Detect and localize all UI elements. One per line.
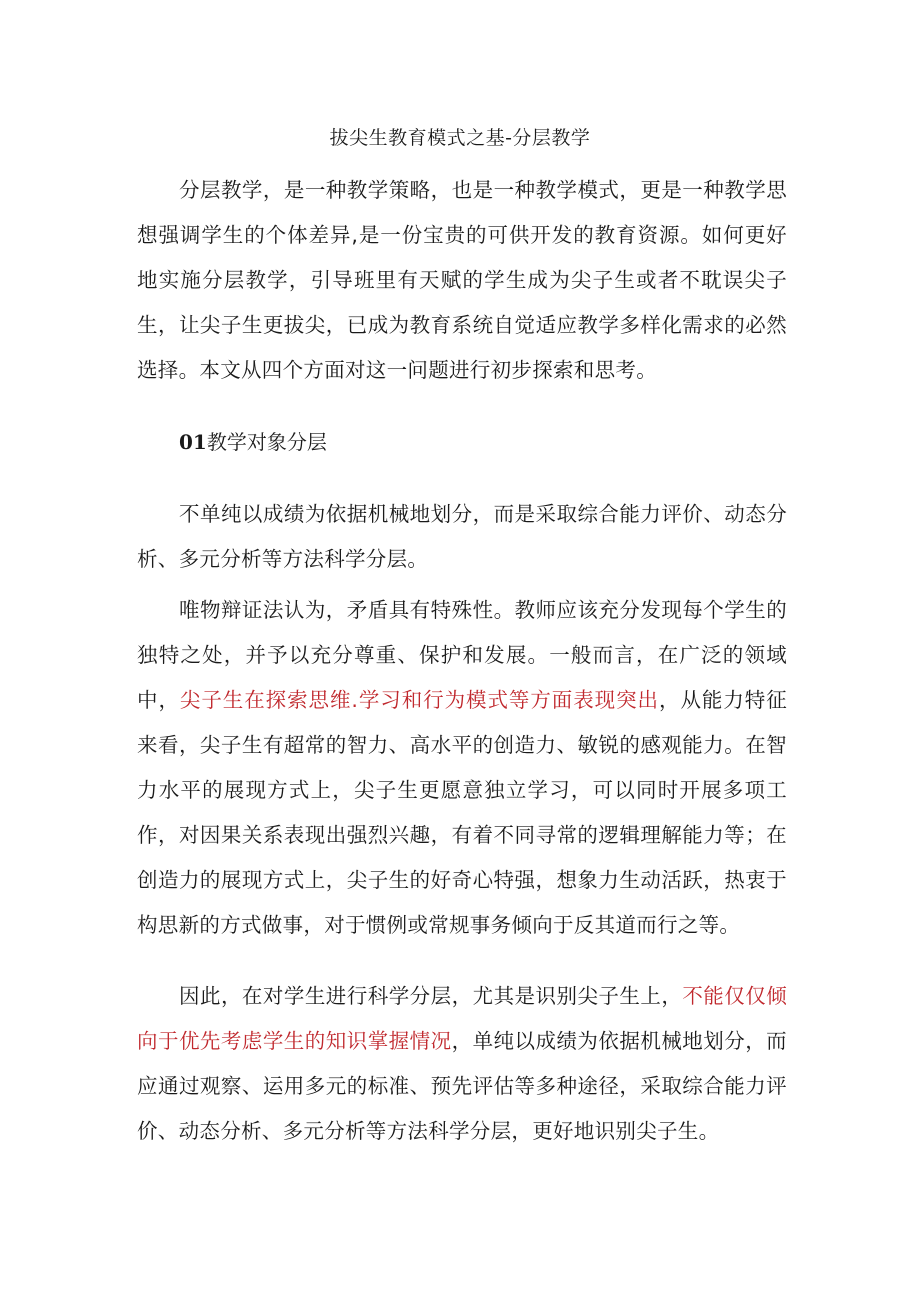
highlighted-text: 不能仅仅倾向于优先考虑学生的知识掌握情况	[137, 984, 787, 1053]
section-heading	[179, 422, 327, 462]
section-heading-text: 教学对象分层	[206, 430, 327, 454]
section-number: 01	[179, 430, 207, 454]
intro-paragraph: 分层教学，是一种教学策略，也是一种教学模式，更是一种教学思想强调学生的个体差异,是一份宝贵的可供开发的教育资源。如何更好地实施分层教学，引导班里有天赋的学生成为尖子生或者不耽误尖子生，让尖子生更拔尖，已成为教育系统自觉适应教学多样化需求的必然选择。本文从四个方面对这一问题进行初步探索和思考。	[137, 178, 787, 382]
document-title: 拔尖生教育模式之基-分层教学	[329, 127, 591, 149]
dialectics-paragraph	[137, 588, 787, 948]
conclusion-text-start: 因此，在对学生进行科学分层，尤其是识别尖子生上，	[179, 984, 683, 1008]
highlighted-text: 尖子生在探索思维.学习和行为模式等方面表现突出	[179, 688, 659, 712]
dialectics-text-end: ，从能力特征来看，尖子生有超常的智力、高水平的创造力、敏锐的感观能力。在智力水平的展现方式上，尖子生更愿意独立学习，可以同时开展多项工作，对因果关系表现出强烈兴趣，有着不同寻常的逻辑理解能力等；在创造力的展现方式上，尖子生的好奇心特强，想象力生动活跃，热衷于构思新的方式做事，对于惯例或常规事务倾向于反其道而行之等。	[137, 688, 787, 937]
conclusion-paragraph	[137, 974, 787, 1154]
conclusion-text-end: ，单纯以成绩为依据机械地划分，而应通过观察、运用多元的标准、预先评估等多种途径，采取综合能力评价、动态分析、多元分析等方法科学分层，更好地识别尖子生。	[137, 1029, 787, 1143]
dialectics-text-start: 唯物辩证法认为，矛盾具有特殊性。教师应该充分发现每个学生的独特之处，并予以充分尊重、保护和发展。一般而言，在广泛的领域中，	[137, 598, 787, 712]
section-summary-paragraph: 不单纯以成绩为依据机械地划分，而是采取综合能力评价、动态分析、多元分析等方法科学分层。	[137, 502, 787, 571]
